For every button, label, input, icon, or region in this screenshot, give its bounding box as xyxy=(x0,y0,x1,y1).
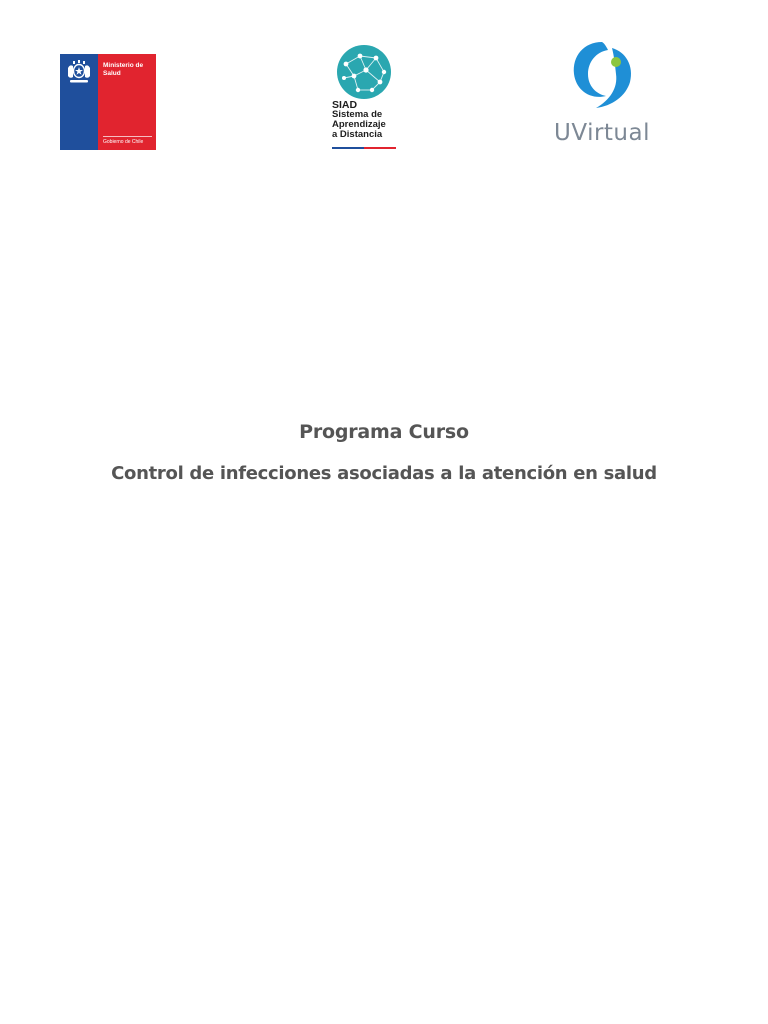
siad-line-3: a Distancia xyxy=(332,129,383,140)
coat-of-arms-area xyxy=(60,54,98,92)
title-block xyxy=(0,418,768,488)
chile-coat-of-arms-icon xyxy=(64,59,94,87)
logo-blue-lower xyxy=(60,92,98,150)
network-globe-icon xyxy=(336,44,392,100)
government-label: Gobierno de Chile xyxy=(103,139,144,145)
flag-bar-red xyxy=(364,147,396,149)
logo-divider xyxy=(103,136,152,137)
siad-logo xyxy=(330,44,400,152)
siad-wordmark xyxy=(332,100,386,140)
siad-flag-bar xyxy=(332,147,396,149)
uvirtual-swirl-icon xyxy=(566,38,638,116)
document-subtitle: Control de infecciones asociadas a la atención en salud xyxy=(111,463,657,484)
ministerio-de-salud-logo xyxy=(60,54,156,150)
uvirtual-logo xyxy=(552,38,652,150)
flag-bar-blue xyxy=(332,147,364,149)
logo-red-panel xyxy=(98,54,156,150)
siad-abbr: SIAD xyxy=(332,99,358,111)
uvirtual-wordmark: UVirtual xyxy=(554,120,650,146)
document-title: Programa Curso xyxy=(299,421,469,443)
siad-line-2: Aprendizaje xyxy=(332,119,386,130)
ministry-name: Ministerio de Salud xyxy=(103,62,144,77)
siad-line-1: Sistema de xyxy=(332,109,383,120)
logo-blue-panel xyxy=(60,54,98,150)
